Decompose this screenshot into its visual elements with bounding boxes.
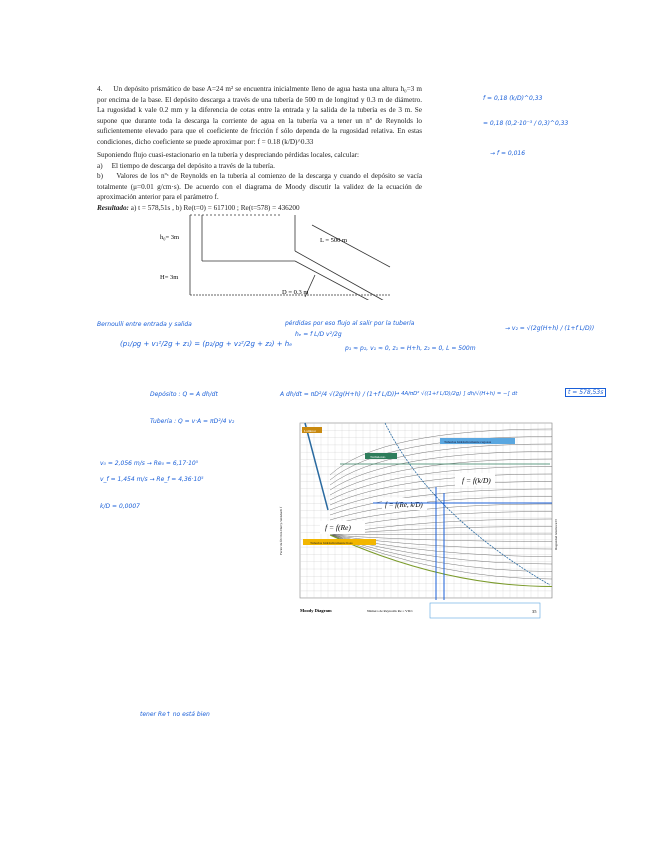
hw-v0: v₀ = 2,056 m/s → Re₀ = 6,17·10⁵ xyxy=(100,460,199,467)
problem-statement xyxy=(97,84,422,147)
hw-v2: → v₂ = √(2g(H+h) / (1+f L/D)) xyxy=(505,325,595,332)
result-label: Resultado: xyxy=(97,203,129,212)
moody-diagram xyxy=(270,415,560,625)
y2-axis-label: Rugosidad relativa k/D xyxy=(554,519,558,550)
item-a-label: a) xyxy=(97,161,103,170)
item-b-label: b) xyxy=(97,172,103,180)
problem-questions xyxy=(97,150,422,213)
item-b: Valores de los nºˢ de Reynolds en la tubería al comienzo de la descarga y cuando el depósito se vacía totalmente (μ=0.01 g/cm·s). De acuerdo con el diagrama de Moody discutir la validez de la ecuación de aproximación anterior para el parámetro f. xyxy=(97,172,423,201)
hw-side-result: → f = 0,016 xyxy=(490,150,526,157)
hw-integral: → 4A/πD² √((1+f L/D)/2g) ∫ dh/√(H+h) = −∫ dt xyxy=(395,391,518,397)
hw-bernoulli: Bernoulli entre entrada y salida xyxy=(97,321,192,328)
hw-tuberia: Tubería : Q = v·A = πD²/4 v₂ xyxy=(150,418,235,425)
problem-number: 4. xyxy=(97,85,103,93)
tank-figure xyxy=(150,205,400,300)
moody-title: Moody Diagram xyxy=(300,608,332,613)
L-label: L = 500 m xyxy=(320,237,348,244)
page-number: 35 xyxy=(532,609,537,614)
smooth-label: Tuberías hidráulicamente lisas xyxy=(310,541,353,545)
laminar-label: Laminar xyxy=(304,429,316,433)
hw-side-formula: f = 0,18 (k/D)^0,33 xyxy=(483,95,543,102)
hw-vf: v_f = 1,454 m/s → Re_f = 4,36·10⁵ xyxy=(100,476,204,483)
hw-bernoulli-eq: (p₁/ρg + v₁²/2g + z₁) = (p₂/ρg + v₂²/2g + z₂) + hₑ xyxy=(120,340,293,348)
hw-losses-eq: hₑ = f L/D v²/2g xyxy=(295,331,342,338)
hw-result-box: t = 578,53s xyxy=(565,388,606,397)
hw-deposito: Depósito : Q = A dh/dt xyxy=(150,391,218,398)
hw-ode: A dh/dt = πD²/4 √(2g(H+h) / (1+f L/D)) xyxy=(280,391,397,398)
x-axis-label: Número de Reynolds Re = VD/ν xyxy=(367,609,413,613)
D-label: D = 0.3 m xyxy=(282,289,309,296)
result-text: a) t = 578,51s , b) Re(t=0) = 617100 ; Re(t=578) = 436200 xyxy=(130,203,300,212)
rough-label: Tuberías hidráulicamente rugosas xyxy=(444,440,492,444)
statement-text: Un depósito prismático de base A=24 m² se encuentra inicialmente lleno de agua hasta una altura h₀=3 m por encima de la base. El depósito descarga a través de una tubería de 500 m de longitud y 0.3 m de diámetro. La rugosidad k vale 0.2 mm y la diferencia de cotas entre la entrada y la salida de la tubería es de 3 m. Se supone que durante toda la descarga la corriente de agua en la tubería va a tener un nº de Reynolds lo suficientemente elevado para que el coeficiente de fricción f sólo dependa de la rugosidad relativa. En estas condiciones, dicho coeficiente se puede aproximar por: f = 0.18 (k/D)^0.33 xyxy=(97,85,422,146)
hw-side-substitution: = 0,18 (0,2·10⁻³ / 0,3)^0,33 xyxy=(483,120,569,127)
hw-losses: pérdidas por eso flujo al salir por la tubería xyxy=(285,320,415,327)
h0-label: h₀= 3m xyxy=(160,234,180,241)
f-k-label: f = f(k/D) xyxy=(462,476,491,485)
y-axis-label: Factor de fricción Darcy-Weisbach f xyxy=(279,506,283,555)
hw-kd: k/D = 0,0007 xyxy=(100,503,140,510)
turbulent-label: Turbulento xyxy=(370,455,386,459)
H-label: H= 3m xyxy=(160,274,179,281)
page-box xyxy=(430,603,540,618)
intro-text: Suponiendo flujo cuasi-estacionario en la tubería y despreciando pérdidas locales, calcular: xyxy=(97,151,360,159)
f-re-label: f = f(Re) xyxy=(325,523,351,532)
item-a: El tiempo de descarga del depósito a través de la tubería. xyxy=(111,161,275,170)
hw-bottom-note: tener Re↑ no está bien xyxy=(140,711,210,718)
hw-conditions: p₁ ≈ p₂, v₁ ≈ 0, z₁ = H+h, z₂ = 0, L = 500m xyxy=(345,345,476,352)
f-rek-label: f = f(Re, k/D) xyxy=(385,501,423,509)
